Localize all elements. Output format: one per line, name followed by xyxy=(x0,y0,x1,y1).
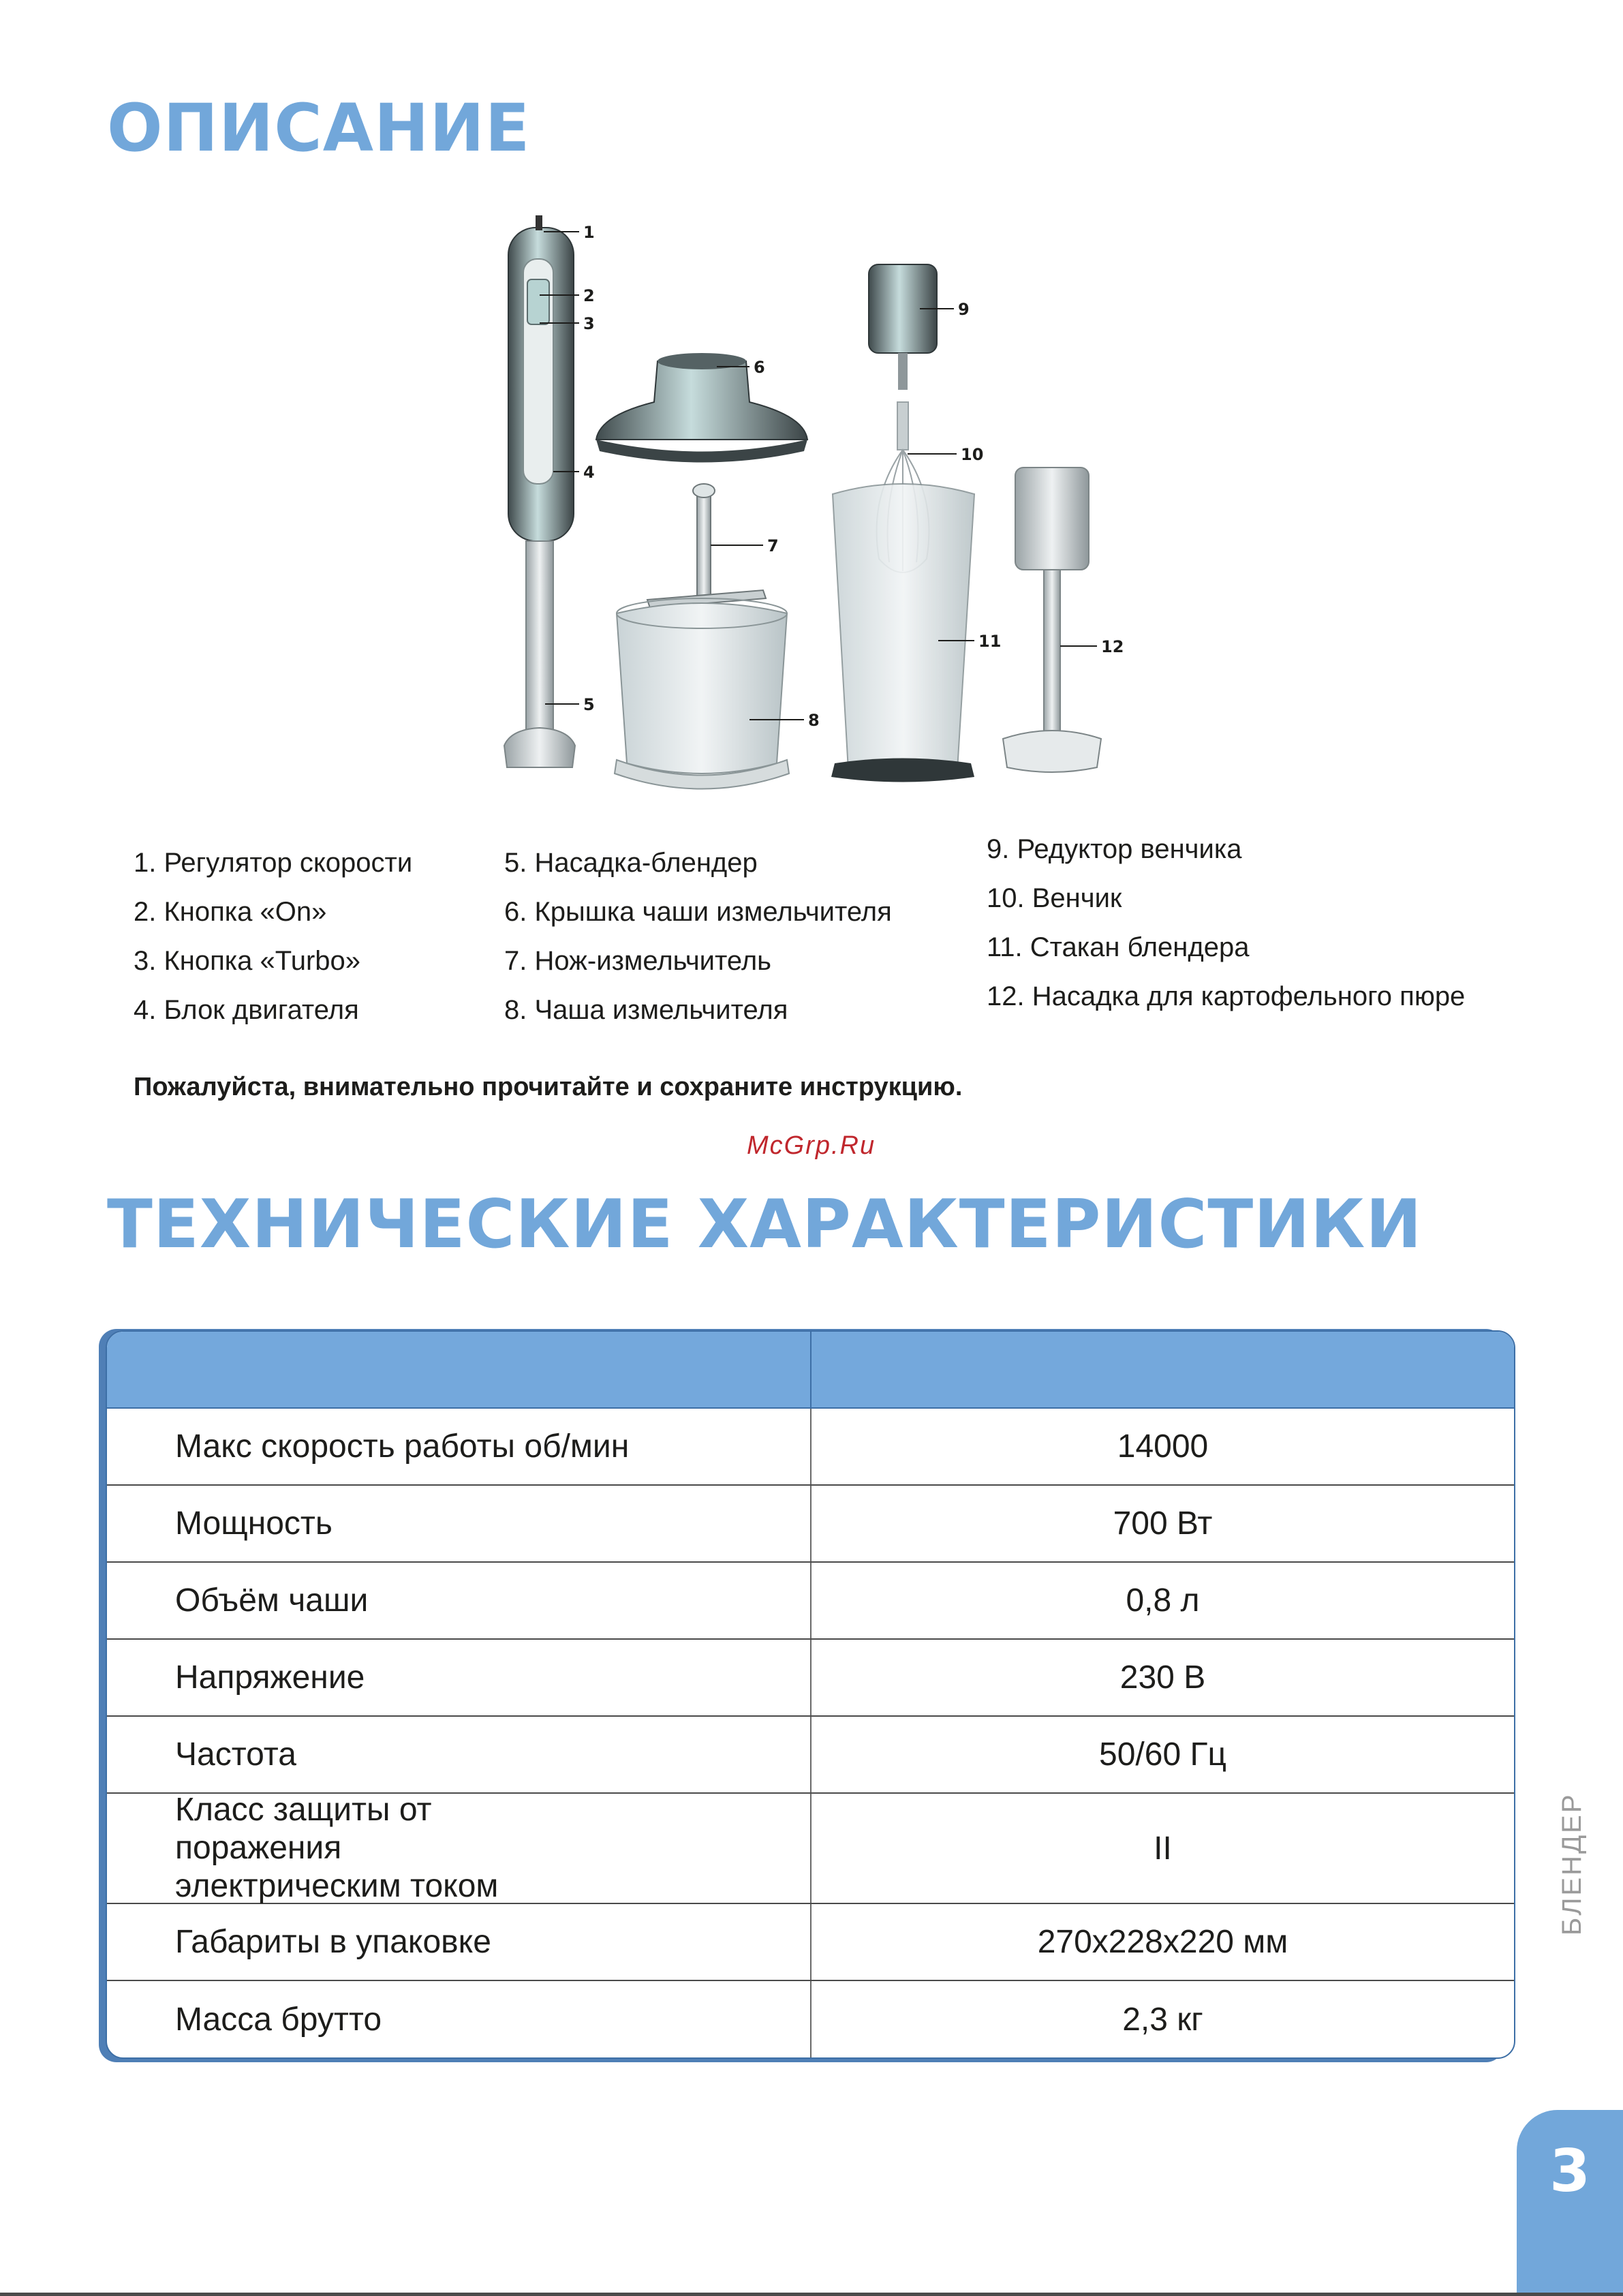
param-cell: Габариты в упаковке xyxy=(107,1904,812,1980)
callout-11: 11 xyxy=(978,632,1002,651)
value-cell: 270x228x220 мм xyxy=(1037,1924,1288,1960)
instruction-note: Пожалуйста, внимательно прочитайте и сохраните инструкцию. xyxy=(134,1073,963,1101)
parts-list-column-1 xyxy=(134,838,412,1035)
parts-list-column-3 xyxy=(987,825,1465,1021)
callout-3: 3 xyxy=(583,314,595,333)
part-item: 9. Редуктор венчика xyxy=(987,834,1242,864)
part-item: 1. Регулятор скорости xyxy=(134,848,413,878)
blender-parts-illustration xyxy=(477,204,1158,797)
part-item: 7. Нож-измельчитель xyxy=(504,946,771,976)
watermark: McGrp.Ru xyxy=(747,1131,876,1160)
table-row xyxy=(107,1904,1514,1981)
callout-12: 12 xyxy=(1101,637,1124,656)
part-item: 11. Стакан блендера xyxy=(987,932,1250,962)
value-cell: 230 В xyxy=(1119,1659,1206,1696)
param-cell: Объём чаши xyxy=(107,1563,812,1638)
table-row xyxy=(107,1640,1514,1717)
param-cell: Напряжение xyxy=(107,1640,812,1715)
table-row xyxy=(107,1563,1514,1640)
specs-table xyxy=(106,1330,1515,2059)
page-number-tab xyxy=(1517,2110,1623,2296)
callout-6: 6 xyxy=(754,358,765,377)
blender-beaker-icon xyxy=(831,484,974,782)
callout-1: 1 xyxy=(583,223,595,242)
motor-unit-icon xyxy=(504,215,575,767)
value-cell: II xyxy=(1154,1830,1172,1867)
table-header-row xyxy=(107,1332,1514,1409)
specs-heading: ТЕХНИЧЕСКИЕ ХАРАКТЕРИСТИКИ xyxy=(107,1186,1423,1264)
value-cell: 700 Вт xyxy=(1113,1505,1213,1542)
value-cell: 50/60 Гц xyxy=(1099,1736,1226,1773)
specs-table-wrapper xyxy=(99,1329,1516,2062)
callout-2: 2 xyxy=(583,286,595,305)
part-item: 8. Чаша измельчителя xyxy=(504,995,788,1025)
table-row xyxy=(107,1486,1514,1563)
callout-10: 10 xyxy=(961,445,984,464)
part-item: 5. Насадка-блендер xyxy=(504,848,758,878)
potato-masher-icon xyxy=(1003,468,1101,772)
bottom-divider xyxy=(0,2293,1623,2296)
param-cell: Класс защиты от поражения электрическим током xyxy=(107,1794,812,1903)
chopper-lid-icon xyxy=(596,353,807,463)
callout-5: 5 xyxy=(583,695,595,714)
part-item: 2. Кнопка «On» xyxy=(134,897,327,927)
value-cell: 2,3 кг xyxy=(1122,2002,1203,2038)
page-number: 3 xyxy=(1549,2137,1590,2205)
part-item: 4. Блок двигателя xyxy=(134,995,359,1025)
value-cell: 0,8 л xyxy=(1126,1582,1200,1619)
parts-list-column-2 xyxy=(504,838,892,1035)
param-cell: Частота xyxy=(107,1717,812,1792)
side-section-label: БЛЕНДЕР xyxy=(1557,1792,1587,1935)
part-item: 3. Кнопка «Turbo» xyxy=(134,946,361,976)
header-cell xyxy=(812,1332,1514,1407)
callout-9: 9 xyxy=(958,300,970,319)
table-row xyxy=(107,1794,1514,1904)
param-cell: Макс скорость работы об/мин xyxy=(107,1409,812,1484)
header-cell xyxy=(107,1332,812,1407)
callout-8: 8 xyxy=(808,711,820,730)
chopper-bowl-icon xyxy=(615,598,789,789)
part-item: 12. Насадка для картофельного пюре xyxy=(987,981,1466,1011)
callout-7: 7 xyxy=(767,536,779,555)
table-row xyxy=(107,1717,1514,1794)
part-item: 10. Венчик xyxy=(987,883,1122,913)
value-cell: 14000 xyxy=(1117,1428,1209,1465)
description-heading: ОПИСАНИЕ xyxy=(107,90,531,166)
table-row xyxy=(107,1981,1514,2058)
table-row xyxy=(107,1409,1514,1486)
part-item: 6. Крышка чаши измельчителя xyxy=(504,897,892,927)
param-cell: Масса брутто xyxy=(107,1981,812,2058)
param-cell: Мощность xyxy=(107,1486,812,1561)
whisk-gearbox-icon xyxy=(869,264,937,390)
callout-4: 4 xyxy=(583,463,595,482)
